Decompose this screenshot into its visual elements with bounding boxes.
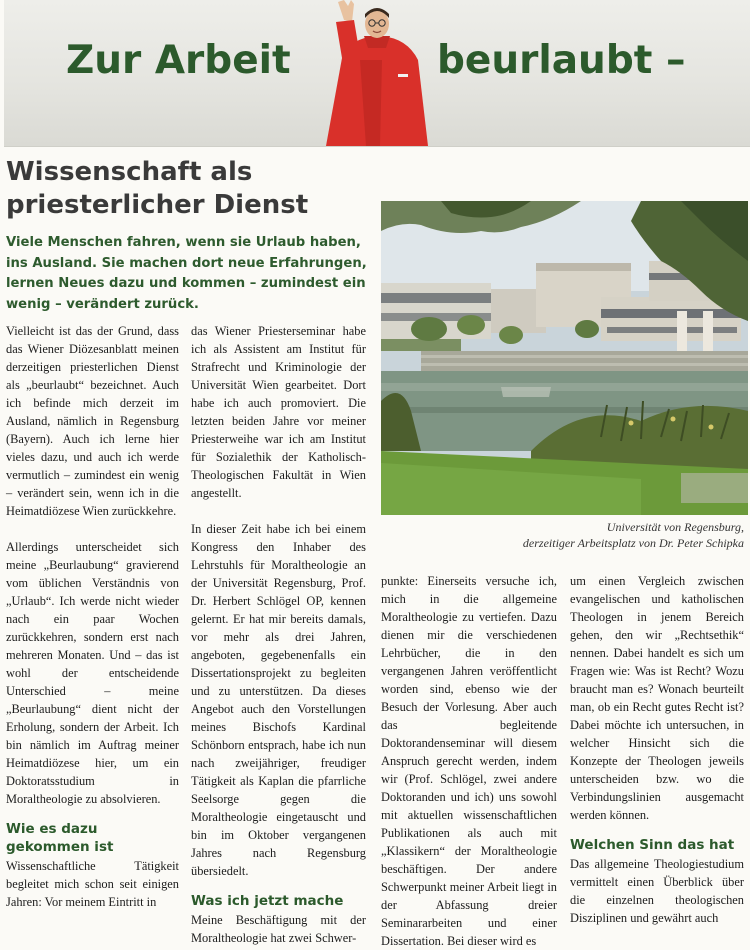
paragraph: Meine Beschäftigung mit der Moraltheologie hat zwei Schwer-: [191, 913, 366, 945]
headline-line-2: priesterlicher Dienst: [6, 190, 309, 220]
text-column-3: [381, 572, 557, 950]
paragraph: punkte: Einerseits versuche ich, mich in die allgemeine Moraltheologie zu vertiefen. Dazu dienen mir die verschiedenen Lehrbücher, die in den vergangenen Jahren veröffentlicht worden sind, ebenso wie der Besuch der Vorlesung. Aber auch das begleitende Doktorandenseminar will diesem Anspruch gerecht werden, indem wir (Prof. Schlögel, zwei andere Doktoranden und ich) uns sowohl mit aktuellen wissenschaftlichen Publikationen als auch mit „Klassikern“ der Moraltheologie beschäftigen. Der andere Schwerpunkt meiner Arbeit liegt in der Abfassung dreier Seminararbeiten und einer Dissertation. Bei dieser wird es: [381, 574, 557, 948]
subheading-was-ich-jetzt-mache: Was ich jetzt mache: [191, 893, 344, 909]
banner-title-right: beurlaubt –: [437, 38, 686, 83]
headline-line-1: Wissenschaft als: [6, 157, 253, 187]
photo-caption-line-2: derzeitiger Arbeitsplatz von Dr. Peter Schipka: [522, 536, 744, 550]
person-in-red-jacket-photo: [320, 0, 430, 146]
photo-caption-line-1: Universität von Regensburg,: [606, 520, 744, 534]
text-column-2: [191, 322, 366, 947]
paragraph: Wissenschaftliche Tätigkeit begleitet mich schon seit einigen Jahren: Vor meinem Eintritt in: [6, 859, 179, 909]
university-regensburg-photo: [381, 201, 748, 515]
text-column-4: [570, 572, 744, 927]
text-column-1: [6, 322, 179, 911]
paragraph: Das allgemeine Theologiestudium vermittelt einen Überblick über die einzelnen theologischen Disziplinen und gewährt auch: [570, 857, 744, 925]
paragraph: das Wiener Priesterseminar habe ich als Assistent am Institut für Strafrecht und Kriminologie der Universität Wien gearbeitet. Dort habe ich auch promoviert. Die letzten beiden Jahre vor meiner Priesterweihe war ich am Institut für Sozialethik der Katholisch-Theologischen Fakultät in Wien angestellt.: [191, 324, 366, 500]
paragraph: Vielleicht ist das der Grund, dass das Wiener Diözesanblatt meinen derzeitigen priesterlichen Dienst als „beurlaubt“ bezeichnet. Auch ich befinde mich derzeit im Ausland, nämlich in Regensburg (Bayern). Auch ich lerne hier vieles dazu, und auch ich werde vermutlich – zumindest ein wenig – verändert sein, wenn ich in die Heimatdiözese Wien zurückkehre.: [6, 324, 179, 518]
photo-caption: [440, 519, 744, 551]
header-banner: [4, 0, 750, 147]
subheading-wie-es-dazu-gekommen-ist: Wie es dazu gekommen ist: [6, 821, 114, 855]
subheading-welchen-sinn-das-hat: Welchen Sinn das hat: [570, 837, 735, 853]
paragraph: In dieser Zeit habe ich bei einem Kongress den Inhaber des Lehrstuhls für Moraltheologie an der Universität Regensburg, Prof. Dr. Herbert Schlögel OP, kennen gelernt. Er hat mir bereits damals, vor mehr als drei Jahren, angeboten, gegebenenfalls ein Dissertationsprojekt zu begleiten und zu unterstützen. Da dieses Angebot auch den Vorstellungen meines Bischofs Kardinal Schönborn entsprach, habe ich nun nach zweijähriger, freudiger Tätigkeit als Kaplan die pfarrliche Seelsorge gegen die Moraltheologie eingetauscht und bin im Oktober vergangenen Jahres nach Regensburg übersiedelt.: [191, 522, 366, 878]
banner-title-left: Zur Arbeit: [66, 38, 291, 83]
article-lead: Viele Menschen fahren, wenn sie Urlaub haben, ins Ausland. Sie machen dort neue Erfahrungen, lernen Neues dazu und kommen – zumindest ein wenig – verändert zurück.: [6, 235, 367, 312]
paragraph: um einen Vergleich zwischen evangelischen und katholischen Theologen in jenem Bereich gehen, den wir „Rechtsethik“ nennen. Dabei handelt es sich um Fragen wie: Was ist Recht? Wozu braucht man es? Wonach beurteilt man, ob ein Recht gutes Recht ist? Dabei möchte ich untersuchen, in welcher Hinsicht sich die Konzepte der Theologen jeweils unterscheiden bzw. wo die Verbindungslinien ausgemacht werden können.: [570, 574, 744, 822]
paragraph: Allerdings unterscheidet sich meine „Beurlaubung“ gravierend vom üblichen Verständnis von „Urlaub“. Ich werde nicht wieder nach ein paar Wochen zurückkehren, sondern erst nach mehreren Monaten. Und – das ist wohl der entscheidende Unterschied – meine „Beurlaubung“ dient nicht der Erholung, sondern der Arbeit. Ich bin nämlich im Auftrag meiner Heimatdiözese hier, um ein Doktoratsstudium in Moraltheologie zu absolvieren.: [6, 540, 179, 806]
article-headline: [6, 156, 366, 222]
